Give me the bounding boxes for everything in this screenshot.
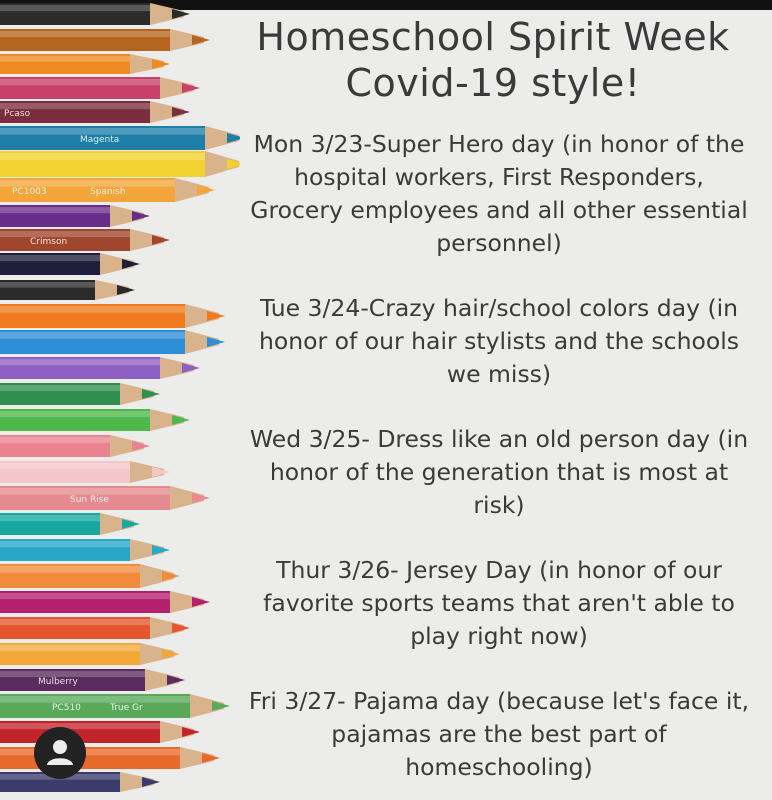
pencil-highlight [0,385,120,391]
title-line-1: Homeschool Spirit Week [256,15,730,59]
pencil-highlight [0,541,130,547]
pencil-label: Mulberry [38,677,78,687]
pencil-highlight [0,488,170,495]
pencil-highlight [0,593,170,599]
pencil-label: Sun Rise [70,495,109,505]
pencil-highlight [0,437,110,443]
pencil-label: Spanish [90,187,126,197]
day-item-friday: Fri 3/27- Pajama day (because let's face it, pajamas are the best part of homeschooling) [248,687,750,781]
pencil-highlight [0,153,205,160]
pencil-label: PC510 [52,703,81,713]
pencil-highlight [0,180,175,187]
pencil-highlight [0,306,185,313]
pencil-highlight [0,645,140,651]
pencil-highlight [0,696,190,703]
pencil-highlight [0,463,130,469]
title-line-2: Covid-19 style! [345,61,641,105]
day-item-tuesday: Tue 3/24-Crazy hair/school colors day (in honor of our hair stylists and the schools we miss) [258,294,740,388]
page-title [228,14,758,106]
pencil-highlight [0,282,95,288]
pencil-label: True Gr [110,703,143,713]
profile-avatar-icon[interactable] [34,727,86,779]
pencil-highlight [0,411,150,417]
pencil-highlight [0,31,170,37]
pencil-highlight [0,619,150,625]
pencil-highlight [0,515,100,521]
pencil-highlight [0,359,160,365]
day-item-wednesday: Wed 3/25- Dress like an old person day (in honor of the generation that is most at risk) [249,425,749,519]
pencil-highlight [0,566,140,573]
pencil-label: Magenta [80,135,120,145]
announcement-text [228,14,758,800]
pencil-highlight [0,255,100,261]
pencil-highlight [0,56,130,62]
pencil-highlight [0,749,180,755]
day-item-monday: Mon 3/23-Super Hero day (in honor of the hospital workers, First Responders, Grocery employees and all other essential personnel) [250,130,748,257]
pencil-label: PC1003 [12,187,47,197]
pencil-highlight [0,332,185,339]
pencil-highlight [0,207,110,213]
pencil-highlight [0,79,160,85]
day-item-thursday: Thur 3/26- Jersey Day (in honor of our favorite sports teams that aren't able to play right now) [263,556,735,650]
pencil-highlight [0,128,205,135]
pencil-label: Crimson [30,237,68,247]
pencil-label: Pcaso [4,109,31,119]
colored-pencils-illustration [0,0,240,800]
pencil-highlight [0,5,150,11]
